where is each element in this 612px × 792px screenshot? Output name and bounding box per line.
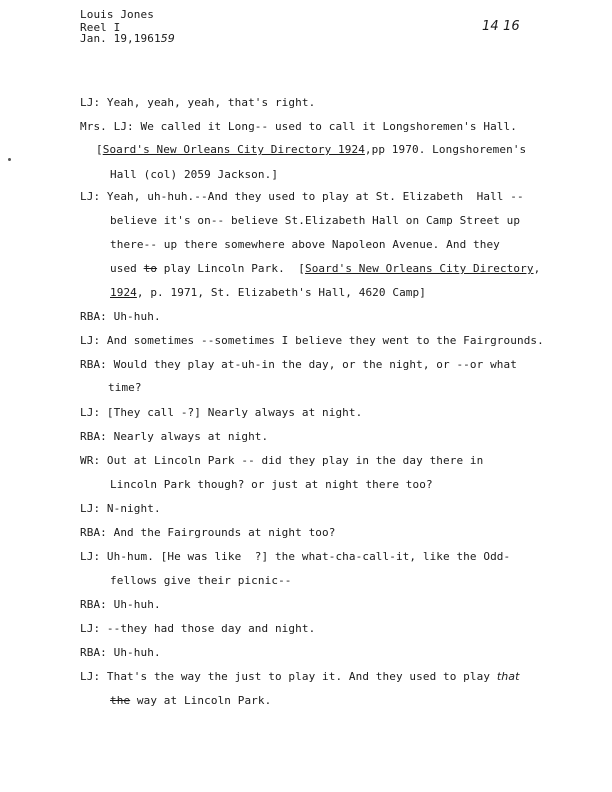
- line-04: Hall (col) 2059 Jackson.]: [110, 168, 279, 181]
- line-07: there-- up there somewhere above Napoleon Avenue. And they: [110, 238, 500, 251]
- line-09: [110, 286, 426, 299]
- line-17: Lincoln Park though? or just at night there too?: [110, 478, 433, 491]
- header-reel: Reel I: [80, 21, 121, 34]
- header-date: [80, 32, 175, 45]
- line-18: LJ: N-night.: [80, 502, 161, 515]
- line-21: fellows give their picnic--: [110, 574, 292, 587]
- line-09-rest: , p. 1971, St. Elizabeth's Hall, 4620 Camp]: [136, 286, 426, 299]
- line-26: [110, 694, 271, 707]
- bracket-open: [: [96, 143, 103, 156]
- line-24: RBA: Uh-huh.: [80, 646, 161, 659]
- line-02: Mrs. LJ: We called it Long-- used to call it Longshoremen's Hall.: [80, 120, 517, 133]
- line-20: LJ: Uh-hum. [He was like ?] the what-cha-call-it, like the Odd-: [80, 550, 511, 563]
- header-date-typed: Jan. 19,1961: [80, 32, 161, 45]
- line-03: [96, 143, 526, 156]
- citation-year: 1924: [110, 286, 137, 299]
- line-08: [110, 262, 540, 275]
- line-26-rest: way at Lincoln Park.: [130, 694, 272, 707]
- line-12: RBA: Would they play at-uh-in the day, or the night, or --or what: [80, 358, 517, 371]
- line-08-part-e: ,: [533, 262, 541, 275]
- line-08-part-c: play Lincoln Park. [: [157, 262, 305, 275]
- page-reference: 14 16: [482, 19, 520, 34]
- citation-title: Soard's New Orleans City Directory 1924: [102, 143, 365, 156]
- line-16: WR: Out at Lincoln Park -- did they play in the day there in: [80, 454, 484, 467]
- line-13: time?: [108, 381, 142, 394]
- line-25-part-a: LJ: That's the way the just to play it. And they used to play: [80, 670, 497, 683]
- handwritten-that: that: [496, 670, 520, 683]
- struck-word-the: the: [110, 694, 131, 707]
- citation-title-2: Soard's New Orleans City Directory: [304, 262, 534, 275]
- header-name: Louis Jones: [80, 8, 154, 21]
- line-10: RBA: Uh-huh.: [80, 310, 161, 323]
- struck-word-to: to: [143, 262, 158, 275]
- line-23: LJ: --they had those day and night.: [80, 622, 316, 635]
- line-01: LJ: Yeah, yeah, yeah, that's right.: [80, 96, 316, 109]
- line-14: LJ: [They call -?] Nearly always at night.: [80, 406, 363, 419]
- line-06: believe it's on-- believe St.Elizabeth Hall on Camp Street up: [110, 214, 521, 227]
- line-19: RBA: And the Fairgrounds at night too?: [80, 526, 336, 539]
- line-15: RBA: Nearly always at night.: [80, 430, 269, 443]
- line-25: [80, 670, 520, 683]
- margin-mark: [8, 158, 11, 161]
- citation-rest: ,pp 1970. Longshoremen's: [364, 143, 527, 156]
- header-date-handwritten: 59: [160, 32, 175, 45]
- line-08-part-a: used: [110, 262, 144, 275]
- line-05: LJ: Yeah, uh-huh.--And they used to play at St. Elizabeth Hall --: [80, 190, 524, 203]
- line-11: LJ: And sometimes --sometimes I believe they went to the Fairgrounds.: [80, 334, 544, 347]
- line-22: RBA: Uh-huh.: [80, 598, 161, 611]
